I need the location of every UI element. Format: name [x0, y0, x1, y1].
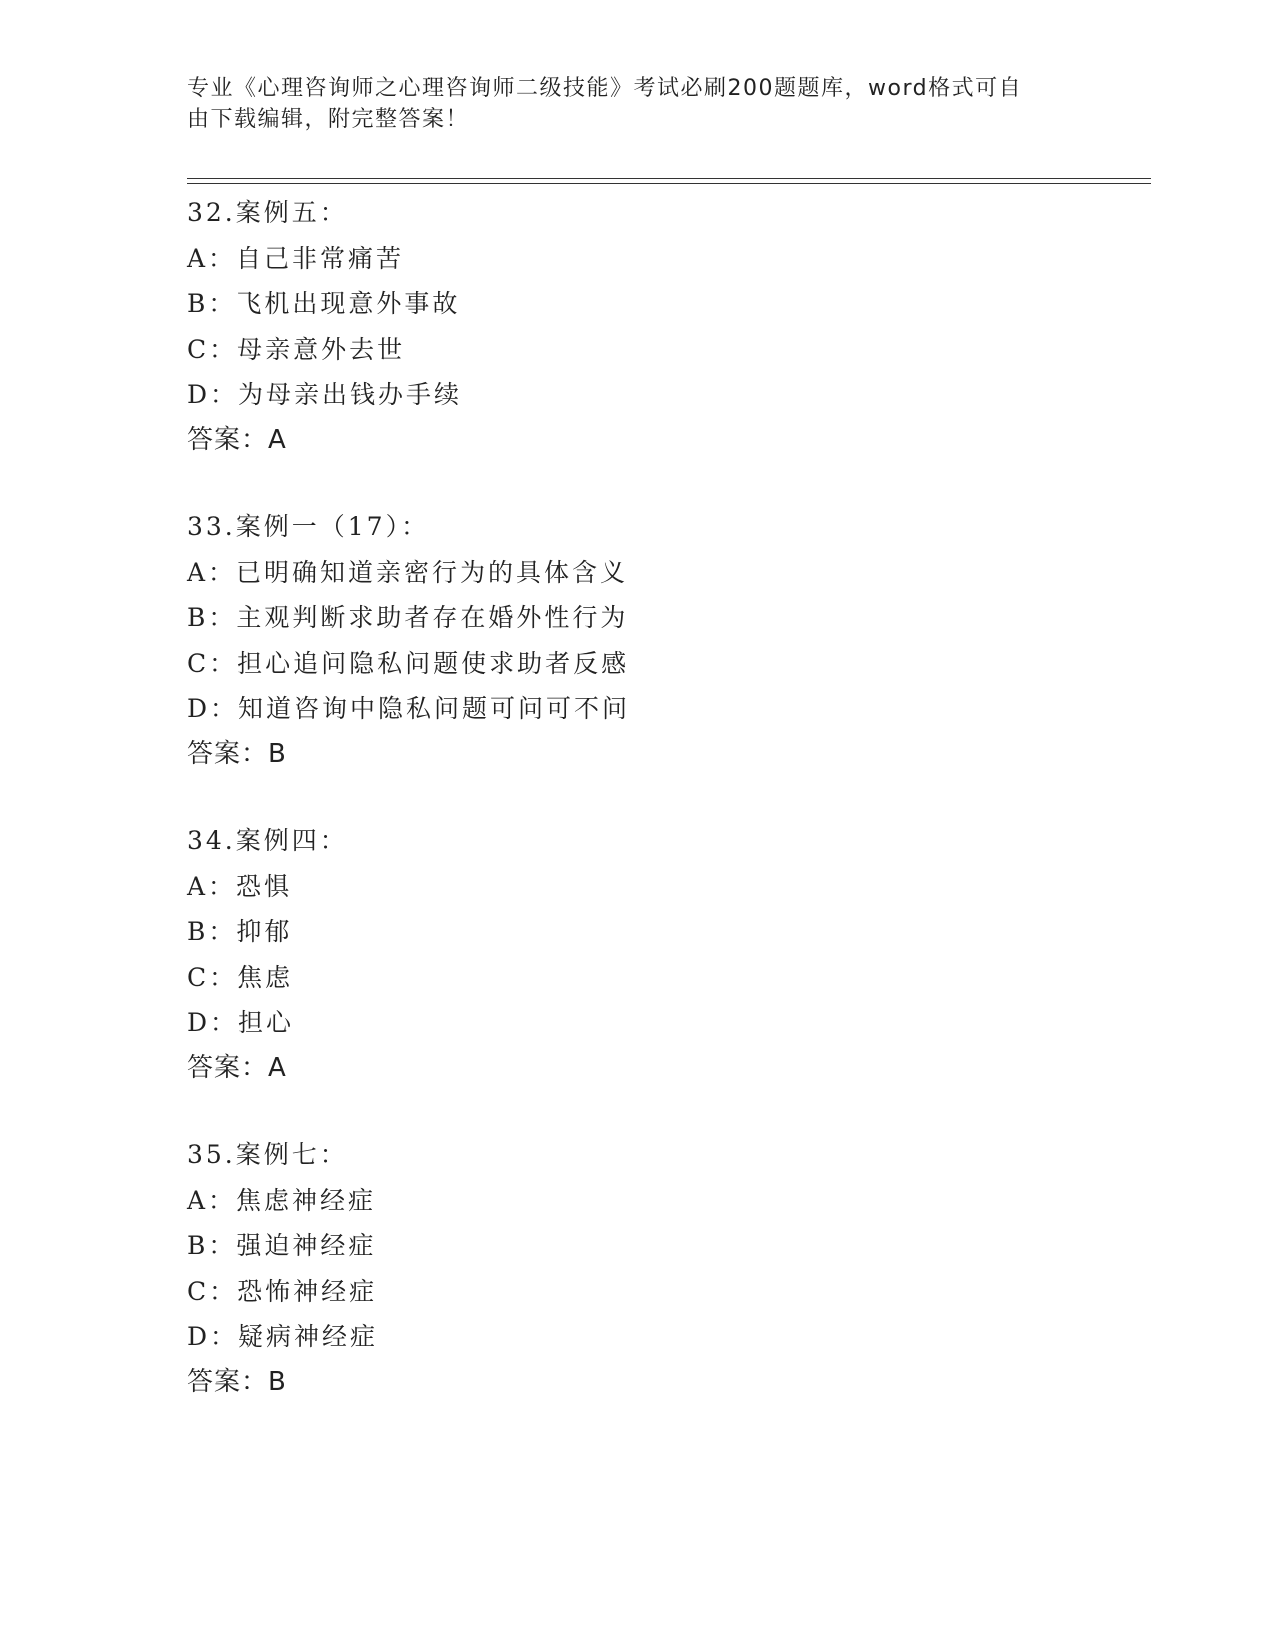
option-a: A：恐惧 — [187, 871, 293, 901]
question-block — [187, 1132, 1151, 1405]
header-line-2: 由下载编辑，附完整答案！ — [187, 107, 470, 132]
question-block — [187, 504, 1151, 777]
question-title: 34.案例四： — [187, 826, 348, 855]
option-d: D：疑病神经症 — [187, 1322, 379, 1351]
answer-label: 答案：B — [187, 1366, 287, 1397]
question-title: 35.案例七： — [187, 1140, 348, 1169]
option-d: D：担心 — [187, 1008, 295, 1037]
option-b: B：主观判断求助者存在婚外性行为 — [187, 603, 629, 632]
option-a: A：自己非常痛苦 — [187, 243, 405, 273]
header-divider-top — [187, 178, 1151, 179]
answer-label: 答案：A — [187, 1052, 287, 1083]
option-d: D：知道咨询中隐私问题可问可不问 — [187, 694, 631, 723]
option-b: B：抑郁 — [187, 917, 293, 946]
option-d: D：为母亲出钱办手续 — [187, 380, 463, 409]
header-divider-bottom — [187, 183, 1151, 184]
header-line-1: 专业《心理咨询师之心理咨询师二级技能》考试必刷200题题库，word格式可自 — [187, 76, 1023, 101]
question-block — [187, 190, 1151, 463]
option-b: B：飞机出现意外事故 — [187, 289, 461, 318]
answer-label: 答案：B — [187, 738, 287, 769]
option-a: A：焦虑神经症 — [187, 1185, 377, 1215]
option-c: C：恐怖神经症 — [187, 1276, 378, 1306]
option-c: C：母亲意外去世 — [187, 334, 406, 364]
question-list — [187, 190, 1151, 1446]
option-b: B：强迫神经症 — [187, 1231, 377, 1260]
option-a: A：已明确知道亲密行为的具体含义 — [187, 557, 629, 587]
question-title: 32.案例五： — [187, 198, 348, 227]
document-header — [187, 73, 1067, 135]
question-title: 33.案例一（17）： — [187, 512, 430, 541]
question-block — [187, 818, 1151, 1091]
answer-label: 答案：A — [187, 424, 287, 455]
option-c: C：担心追问隐私问题使求助者反感 — [187, 648, 630, 678]
option-c: C：焦虑 — [187, 962, 294, 992]
